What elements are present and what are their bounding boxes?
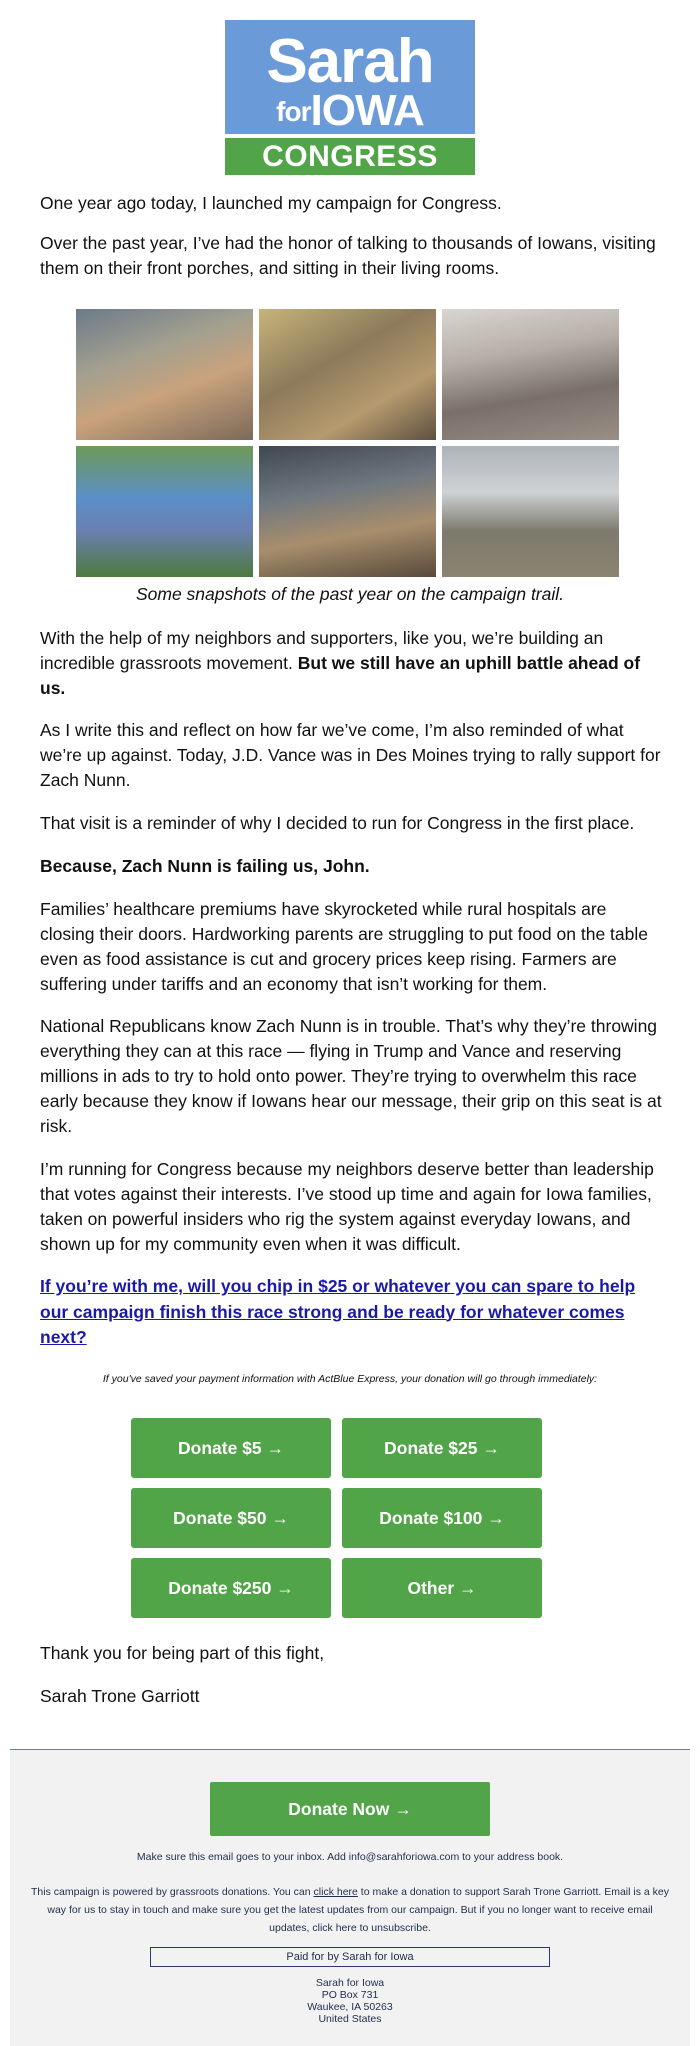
paragraph-reminder: That visit is a reminder of why I decided to run for Congress in the first place. (40, 813, 635, 833)
address-line: Sarah for Iowa (315, 1977, 385, 1989)
donate-250-button[interactable]: Donate $250 → (131, 1558, 331, 1618)
paragraph-families: Families’ healthcare premiums have skyrocketed while rural hospitals are closing their doors. Hardworking parents are struggling to put food on the table even as food assistance is cut and grocery prices keep rising. Farmers are suffering under tariffs and an economy that isn’t working for them. (40, 899, 648, 994)
campaign-photo-town-hall (442, 309, 619, 440)
paragraph-failing: Because, Zach Nunn is failing us, John. (40, 856, 370, 876)
paragraph-grassroots (40, 626, 662, 701)
click-here-link[interactable]: click here (313, 1886, 358, 1898)
address-book-note: Make sure this email goes to your inbox. Add info@sarahforiowa.com to your address book. (136, 1851, 564, 1863)
logo-congress: CONGRESS (225, 138, 475, 175)
paragraph-vance: As I write this and reflect on how far we’ve come, I’m also reminded of what we’re up against. Today, J.D. Vance was in Des Moines trying to rally support for Zach Nunn. (40, 720, 661, 790)
logo-for-iowa (225, 86, 475, 142)
campaign-logo (225, 20, 475, 175)
paragraph-past-year: Over the past year, I’ve had the honor of talking to thousands of Iowans, visiting them on their front porches, and sitting in their living rooms. (40, 233, 656, 278)
actblue-note: If you've saved your payment information with ActBlue Express, your donation will go through immediately: (102, 1373, 598, 1385)
address-line: PO Box 731 (321, 1989, 379, 2001)
grassroots-note (30, 1883, 670, 1937)
campaign-photo-outdoor-rally (76, 446, 253, 577)
paragraph-grassroots-text: With the help of my neighbors and supporters, like you, we’re building an incredible grassroots movement. (40, 628, 604, 673)
thanks-line: Thank you for being part of this fight, (40, 1643, 325, 1663)
logo-for: for (276, 96, 311, 127)
paragraph-running: I’m running for Congress because my neighbors deserve better than leadership that votes against their interests. I’ve stood up time and again for Iowa families, taken on powerful insiders who rig the system against everyday Iowans, and shown up for my community even when it was difficult. (40, 1159, 654, 1254)
address-line: United States (318, 2013, 382, 2025)
donate-5-button[interactable]: Donate $5 → (131, 1418, 331, 1478)
donate-other-button[interactable]: Other → (342, 1558, 542, 1618)
donate-now-button[interactable]: Donate Now → (210, 1782, 490, 1836)
logo-blue-panel (225, 20, 475, 134)
paragraph-republicans: National Republicans know Zach Nunn is in trouble. That’s why they’re throwing everything they can at this race — flying in Trump and Vance and reserving millions in ads to try to hold onto power. They’re trying to overwhelm this race early because they know if Iowans hear our message, their grip on this seat is at risk. (40, 1016, 662, 1136)
photo-grid (76, 309, 624, 577)
campaign-photo-outdoor-selfie (442, 446, 619, 577)
email-footer (10, 1749, 690, 2046)
logo-name: Sarah (266, 27, 434, 96)
donate-50-button[interactable]: Donate $50 → (131, 1488, 331, 1548)
donate-cta-link[interactable]: If you’re with me, will you chip in $25 or whatever you can spare to help our campaign finish this race strong and be ready for whatever comes next? (40, 1276, 636, 1347)
campaign-photo-living-room (259, 309, 436, 440)
logo-iowa: IOWA (310, 86, 424, 135)
photo-caption: Some snapshots of the past year on the campaign trail. (135, 584, 565, 604)
signature: Sarah Trone Garriott (40, 1686, 200, 1706)
campaign-photo-rally-selfie (76, 309, 253, 440)
paragraph-intro: One year ago today, I launched my campaign for Congress. (40, 193, 502, 213)
grassroots-note-pre: This campaign is powered by grassroots donations. You can (31, 1886, 314, 1898)
grassroots-note-post: to make a donation to support Sarah Trone Garriott. Email is a key way for us to stay in touch and make sure you get the latest updates from our campaign. But if you no longer want to receive email updates, click here to unsubscribe. (47, 1886, 669, 1934)
donate-25-button[interactable]: Donate $25 → (342, 1418, 542, 1478)
donate-100-button[interactable]: Donate $100 → (342, 1488, 542, 1548)
mailing-address (30, 1977, 670, 2025)
paragraph-grassroots-bold: But we still have an uphill battle ahead of us. (40, 653, 641, 698)
campaign-photo-crowd-event (259, 446, 436, 577)
paid-for-disclaimer: Paid for by Sarah for Iowa (150, 1947, 550, 1967)
address-line: Waukee, IA 50263 (307, 2001, 393, 2013)
